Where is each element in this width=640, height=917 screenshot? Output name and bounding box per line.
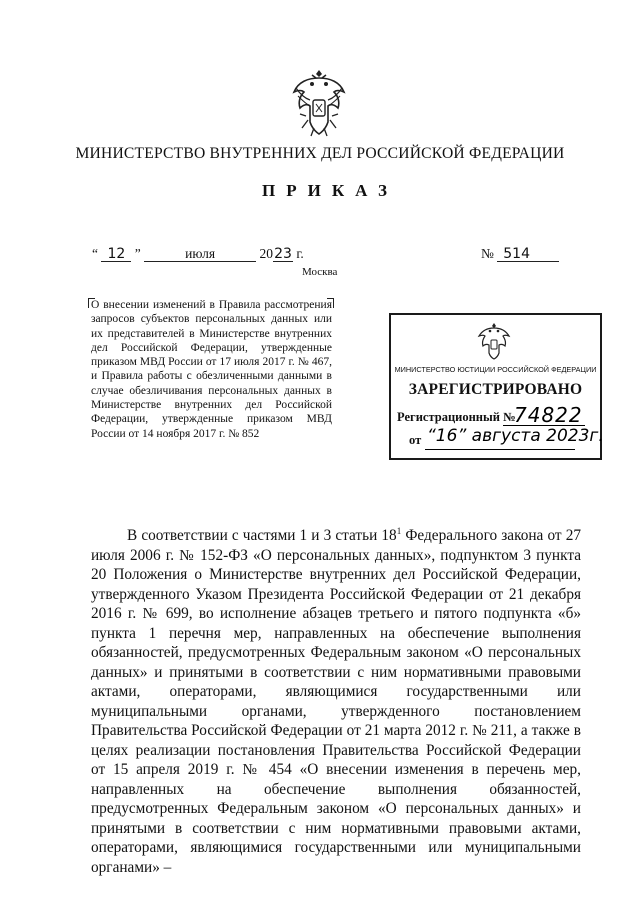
date-day-field [101,247,131,262]
body-superscript: 1 [396,525,402,536]
date-year: 23 [274,246,292,262]
date-day: 12 [107,246,126,262]
date-open-quote: “ [92,246,98,261]
stamp-reg-number: 74822 [514,403,583,427]
stamp-date-value: “16” августа 2023г. [427,426,604,446]
body-text-part1: В соответствии с частями 1 и 3 статьи 18 [127,527,397,544]
coat-of-arms-emblem [290,66,348,140]
date-year-field [273,247,293,262]
document-type-title: ПРИКАЗ [262,181,398,200]
number-field [497,247,559,262]
stamp-reg-number-label: Регистрационный № [397,410,516,424]
order-date [92,246,304,262]
ministry-title: МИНИСТЕРСТВО ВНУТРЕННИХ ДЕЛ РОССИЙСКОЙ ФЕДЕРАЦИИ [75,145,565,162]
date-close-quote: ” [134,246,141,261]
registration-stamp [389,313,602,460]
order-subject: О внесении изменений в Правила рассмотрения запросов субъектов персональных данных или их представителей в Министерстве внутренних дел Российской Федерации, утвержденные приказом МВД России от 17 июля 2017 г. № 467, и Правила работы с обезличенными данными в случае обезличивания персональных данных в Министерстве внутренних дел Российской Федерации, утвержденные приказом МВД России от 14 ноября 2017 г. № 852 [91,299,332,440]
stamp-emblem-icon [477,321,511,361]
stamp-date-line [425,449,575,450]
stamp-date-label: от [409,433,422,447]
date-century: 20 [259,246,273,261]
date-suffix: г. [296,246,304,261]
date-month: июля [185,246,216,261]
order-body-text [91,526,581,877]
city-label: Москва [302,266,338,278]
stamp-registered-title: ЗАРЕГИСТРИРОВАНО [408,381,583,398]
order-number [481,246,559,262]
date-month-field [144,247,256,262]
stamp-ministry: МИНИСТЕРСТВО ЮСТИЦИИ РОССИЙСКОЙ ФЕДЕРАЦИИ [394,365,597,374]
number-value: 514 [503,246,530,262]
body-text-part2: Федерального закона от 27 июля 2006 г. № 152-ФЗ «О персональных данных», подпунктом 3 пункта 20 Положения о Министерстве внутренних дел Российской Федерации, утвержденного Указом Президента Российской Федерации от 21 декабря 2016 г. № 699, во исполнение абзацев третьего и пятого подпункта «б» пункта 1 перечня мер, направленных на обеспечение выполнения обязанностей, предусмотренных Федеральным законом «О персональных данных» и принятыми в соответствии с ним нормативными правовыми актами, операторами, являющимися государственными или муниципальными органами, утвержденного постановлением Правительства Российской Федерации от 21 марта 2012 г. № 211, а также в целях реализации постановления Правительства Российской Федерации от 15 апреля 2019 г. № 454 «О внесении изменения в перечень мер, направленных на обеспечение выполнения обязанностей, предусмотренных Федеральным законом «О персональных данных» и принятыми в соответствии с ним нормативными правовыми актами, операторами, являющимися государственными или муниципальными органами» – [91,527,582,876]
number-label: № [481,246,494,261]
